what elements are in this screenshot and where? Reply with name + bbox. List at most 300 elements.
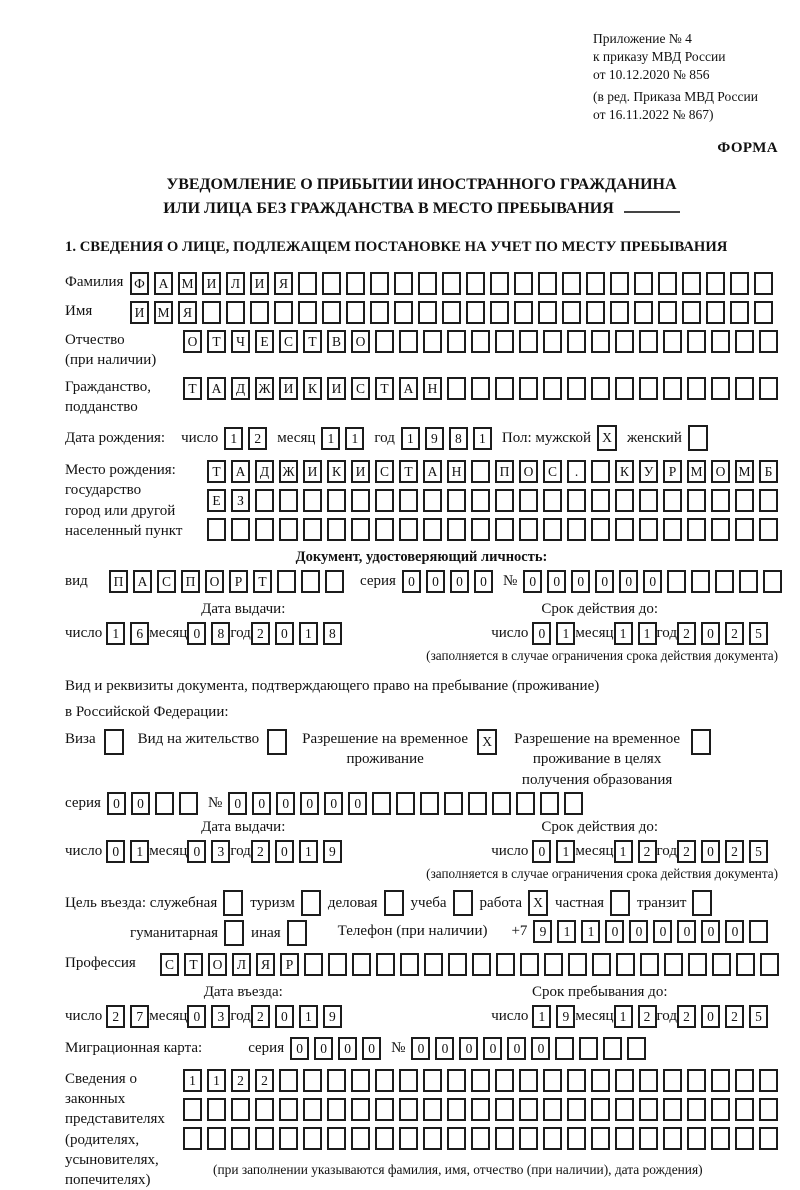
char-cell[interactable]: [730, 272, 749, 295]
char-cell[interactable]: [104, 729, 124, 755]
char-cell[interactable]: [591, 1069, 610, 1092]
char-cell[interactable]: 0: [107, 792, 126, 815]
char-cell[interactable]: [519, 1098, 538, 1121]
char-cell[interactable]: 0: [187, 622, 206, 645]
char-cell[interactable]: 9: [323, 1005, 342, 1028]
char-cell[interactable]: 2: [677, 840, 696, 863]
char-cell[interactable]: 0: [290, 1037, 309, 1060]
char-cell[interactable]: [495, 1069, 514, 1092]
char-cell[interactable]: [453, 890, 473, 916]
char-cell[interactable]: [468, 792, 487, 815]
char-cell[interactable]: [325, 570, 344, 593]
char-cell[interactable]: М: [687, 460, 706, 483]
char-cell[interactable]: 3: [211, 1005, 230, 1028]
char-cell[interactable]: [250, 301, 269, 324]
char-cell[interactable]: М: [735, 460, 754, 483]
char-cell[interactable]: [711, 330, 730, 353]
char-cell[interactable]: [658, 301, 677, 324]
char-cell[interactable]: [759, 489, 778, 512]
char-cell[interactable]: [447, 518, 466, 541]
char-cell[interactable]: [375, 1069, 394, 1092]
char-cell[interactable]: [759, 330, 778, 353]
char-cell[interactable]: 0: [324, 792, 343, 815]
char-cell[interactable]: [711, 377, 730, 400]
char-cell[interactable]: [760, 953, 779, 976]
char-cell[interactable]: Т: [303, 330, 322, 353]
char-cell[interactable]: [352, 953, 371, 976]
char-cell[interactable]: А: [207, 377, 226, 400]
char-cell[interactable]: [255, 1098, 274, 1121]
char-cell[interactable]: Я: [256, 953, 275, 976]
char-cell[interactable]: 1: [299, 1005, 318, 1028]
char-cell[interactable]: [711, 1098, 730, 1121]
char-cell[interactable]: 1: [581, 920, 600, 943]
char-cell[interactable]: [183, 1127, 202, 1150]
char-cell[interactable]: 9: [533, 920, 552, 943]
char-cell[interactable]: [591, 489, 610, 512]
char-cell[interactable]: 0: [187, 1005, 206, 1028]
char-cell[interactable]: О: [351, 330, 370, 353]
char-cell[interactable]: 1: [614, 622, 633, 645]
char-cell[interactable]: [634, 272, 653, 295]
char-cell[interactable]: Е: [255, 330, 274, 353]
char-cell[interactable]: П: [495, 460, 514, 483]
char-cell[interactable]: [567, 489, 586, 512]
char-cell[interactable]: [274, 301, 293, 324]
char-cell[interactable]: [418, 301, 437, 324]
char-cell[interactable]: [543, 518, 562, 541]
char-cell[interactable]: [351, 1098, 370, 1121]
char-cell[interactable]: 1: [207, 1069, 226, 1092]
char-cell[interactable]: Ж: [279, 460, 298, 483]
char-cell[interactable]: [735, 1098, 754, 1121]
char-cell[interactable]: 0: [348, 792, 367, 815]
char-cell[interactable]: [639, 1069, 658, 1092]
char-cell[interactable]: [739, 570, 758, 593]
char-cell[interactable]: [763, 570, 782, 593]
char-cell[interactable]: [322, 272, 341, 295]
char-cell[interactable]: [663, 1127, 682, 1150]
char-cell[interactable]: [471, 377, 490, 400]
char-cell[interactable]: [712, 953, 731, 976]
char-cell[interactable]: 2: [725, 622, 744, 645]
char-cell[interactable]: 2: [251, 1005, 270, 1028]
char-cell[interactable]: [706, 272, 725, 295]
char-cell[interactable]: [447, 1127, 466, 1150]
char-cell[interactable]: [303, 1127, 322, 1150]
char-cell[interactable]: 0: [435, 1037, 454, 1060]
char-cell[interactable]: [540, 792, 559, 815]
char-cell[interactable]: [447, 1098, 466, 1121]
char-cell[interactable]: 1: [532, 1005, 551, 1028]
char-cell[interactable]: С: [279, 330, 298, 353]
char-cell[interactable]: X: [597, 425, 617, 451]
char-cell[interactable]: [691, 729, 711, 755]
char-cell[interactable]: [423, 1069, 442, 1092]
char-cell[interactable]: [591, 1127, 610, 1150]
char-cell[interactable]: [735, 489, 754, 512]
char-cell[interactable]: [567, 377, 586, 400]
char-cell[interactable]: [711, 1127, 730, 1150]
char-cell[interactable]: [543, 1098, 562, 1121]
char-cell[interactable]: [495, 518, 514, 541]
char-cell[interactable]: [730, 301, 749, 324]
char-cell[interactable]: [183, 1098, 202, 1121]
char-cell[interactable]: И: [202, 272, 221, 295]
char-cell[interactable]: 0: [595, 570, 614, 593]
char-cell[interactable]: [255, 1127, 274, 1150]
char-cell[interactable]: А: [423, 460, 442, 483]
char-cell[interactable]: [466, 301, 485, 324]
char-cell[interactable]: [663, 518, 682, 541]
char-cell[interactable]: 2: [677, 1005, 696, 1028]
char-cell[interactable]: Р: [663, 460, 682, 483]
char-cell[interactable]: [639, 330, 658, 353]
char-cell[interactable]: [277, 570, 296, 593]
char-cell[interactable]: [759, 1069, 778, 1092]
char-cell[interactable]: Т: [183, 377, 202, 400]
char-cell[interactable]: [688, 425, 708, 451]
char-cell[interactable]: 1: [321, 427, 340, 450]
char-cell[interactable]: [615, 1069, 634, 1092]
char-cell[interactable]: 0: [701, 920, 720, 943]
char-cell[interactable]: К: [615, 460, 634, 483]
char-cell[interactable]: 0: [474, 570, 493, 593]
char-cell[interactable]: 1: [614, 1005, 633, 1028]
char-cell[interactable]: [759, 518, 778, 541]
char-cell[interactable]: [399, 518, 418, 541]
char-cell[interactable]: 8: [323, 622, 342, 645]
char-cell[interactable]: [322, 301, 341, 324]
char-cell[interactable]: [639, 489, 658, 512]
char-cell[interactable]: [351, 1069, 370, 1092]
char-cell[interactable]: [639, 1098, 658, 1121]
char-cell[interactable]: [591, 460, 610, 483]
char-cell[interactable]: [615, 1098, 634, 1121]
char-cell[interactable]: [495, 1127, 514, 1150]
char-cell[interactable]: 0: [450, 570, 469, 593]
char-cell[interactable]: [610, 301, 629, 324]
char-cell[interactable]: [471, 460, 490, 483]
char-cell[interactable]: 0: [701, 622, 720, 645]
char-cell[interactable]: X: [477, 729, 497, 755]
char-cell[interactable]: [519, 518, 538, 541]
char-cell[interactable]: 0: [629, 920, 648, 943]
char-cell[interactable]: [490, 301, 509, 324]
char-cell[interactable]: [615, 330, 634, 353]
char-cell[interactable]: [279, 518, 298, 541]
char-cell[interactable]: [663, 489, 682, 512]
char-cell[interactable]: И: [303, 460, 322, 483]
char-cell[interactable]: Я: [274, 272, 293, 295]
char-cell[interactable]: П: [109, 570, 128, 593]
char-cell[interactable]: С: [351, 377, 370, 400]
char-cell[interactable]: [442, 301, 461, 324]
char-cell[interactable]: О: [183, 330, 202, 353]
char-cell[interactable]: 0: [531, 1037, 550, 1060]
char-cell[interactable]: 0: [653, 920, 672, 943]
char-cell[interactable]: 0: [252, 792, 271, 815]
char-cell[interactable]: [519, 377, 538, 400]
char-cell[interactable]: 1: [106, 622, 125, 645]
char-cell[interactable]: Д: [231, 377, 250, 400]
char-cell[interactable]: Т: [399, 460, 418, 483]
char-cell[interactable]: К: [303, 377, 322, 400]
char-cell[interactable]: [615, 1127, 634, 1150]
char-cell[interactable]: [711, 1069, 730, 1092]
char-cell[interactable]: [471, 1069, 490, 1092]
char-cell[interactable]: [603, 1037, 622, 1060]
char-cell[interactable]: Д: [255, 460, 274, 483]
char-cell[interactable]: [231, 1127, 250, 1150]
char-cell[interactable]: 0: [276, 792, 295, 815]
char-cell[interactable]: 0: [459, 1037, 478, 1060]
char-cell[interactable]: [472, 953, 491, 976]
char-cell[interactable]: [759, 1098, 778, 1121]
char-cell[interactable]: [543, 377, 562, 400]
char-cell[interactable]: [287, 920, 307, 946]
char-cell[interactable]: [519, 330, 538, 353]
char-cell[interactable]: [301, 570, 320, 593]
char-cell[interactable]: [610, 272, 629, 295]
char-cell[interactable]: [418, 272, 437, 295]
char-cell[interactable]: О: [519, 460, 538, 483]
char-cell[interactable]: 2: [106, 1005, 125, 1028]
char-cell[interactable]: [687, 1069, 706, 1092]
char-cell[interactable]: 0: [605, 920, 624, 943]
char-cell[interactable]: [303, 1069, 322, 1092]
char-cell[interactable]: [586, 272, 605, 295]
char-cell[interactable]: [492, 792, 511, 815]
char-cell[interactable]: [627, 1037, 646, 1060]
char-cell[interactable]: Ф: [130, 272, 149, 295]
char-cell[interactable]: 0: [523, 570, 542, 593]
char-cell[interactable]: П: [181, 570, 200, 593]
char-cell[interactable]: 1: [345, 427, 364, 450]
char-cell[interactable]: [231, 1098, 250, 1121]
char-cell[interactable]: [255, 489, 274, 512]
char-cell[interactable]: [490, 272, 509, 295]
char-cell[interactable]: И: [130, 301, 149, 324]
char-cell[interactable]: [692, 890, 712, 916]
char-cell[interactable]: [223, 890, 243, 916]
char-cell[interactable]: [706, 301, 725, 324]
char-cell[interactable]: [375, 489, 394, 512]
char-cell[interactable]: [375, 330, 394, 353]
char-cell[interactable]: .: [567, 460, 586, 483]
char-cell[interactable]: [519, 1127, 538, 1150]
char-cell[interactable]: [496, 953, 515, 976]
char-cell[interactable]: А: [399, 377, 418, 400]
char-cell[interactable]: Н: [423, 377, 442, 400]
char-cell[interactable]: [224, 920, 244, 946]
char-cell[interactable]: [327, 1098, 346, 1121]
char-cell[interactable]: [591, 377, 610, 400]
char-cell[interactable]: [423, 518, 442, 541]
char-cell[interactable]: У: [639, 460, 658, 483]
char-cell[interactable]: [759, 1127, 778, 1150]
char-cell[interactable]: [687, 330, 706, 353]
char-cell[interactable]: Б: [759, 460, 778, 483]
char-cell[interactable]: 1: [299, 840, 318, 863]
char-cell[interactable]: [543, 489, 562, 512]
char-cell[interactable]: 8: [449, 427, 468, 450]
char-cell[interactable]: [567, 1127, 586, 1150]
char-cell[interactable]: Т: [184, 953, 203, 976]
char-cell[interactable]: [423, 489, 442, 512]
char-cell[interactable]: М: [154, 301, 173, 324]
char-cell[interactable]: [516, 792, 535, 815]
char-cell[interactable]: [420, 792, 439, 815]
char-cell[interactable]: [399, 1098, 418, 1121]
char-cell[interactable]: Р: [229, 570, 248, 593]
char-cell[interactable]: [543, 1127, 562, 1150]
char-cell[interactable]: [327, 518, 346, 541]
char-cell[interactable]: [303, 518, 322, 541]
char-cell[interactable]: 5: [749, 1005, 768, 1028]
char-cell[interactable]: [423, 1127, 442, 1150]
char-cell[interactable]: 1: [557, 920, 576, 943]
char-cell[interactable]: [327, 489, 346, 512]
char-cell[interactable]: [682, 272, 701, 295]
char-cell[interactable]: [448, 953, 467, 976]
char-cell[interactable]: [267, 729, 287, 755]
char-cell[interactable]: 2: [725, 1005, 744, 1028]
char-cell[interactable]: 5: [749, 840, 768, 863]
char-cell[interactable]: [394, 272, 413, 295]
char-cell[interactable]: [687, 489, 706, 512]
char-cell[interactable]: [543, 1069, 562, 1092]
char-cell[interactable]: [544, 953, 563, 976]
char-cell[interactable]: 2: [725, 840, 744, 863]
char-cell[interactable]: [442, 272, 461, 295]
char-cell[interactable]: [667, 570, 686, 593]
char-cell[interactable]: [327, 1069, 346, 1092]
char-cell[interactable]: [466, 272, 485, 295]
char-cell[interactable]: [471, 330, 490, 353]
char-cell[interactable]: 1: [614, 840, 633, 863]
char-cell[interactable]: [639, 377, 658, 400]
char-cell[interactable]: [372, 792, 391, 815]
char-cell[interactable]: 0: [338, 1037, 357, 1060]
char-cell[interactable]: 2: [677, 622, 696, 645]
char-cell[interactable]: [640, 953, 659, 976]
char-cell[interactable]: [424, 953, 443, 976]
char-cell[interactable]: Ч: [231, 330, 250, 353]
char-cell[interactable]: И: [327, 377, 346, 400]
char-cell[interactable]: [231, 518, 250, 541]
char-cell[interactable]: 1: [299, 622, 318, 645]
char-cell[interactable]: [615, 377, 634, 400]
char-cell[interactable]: [562, 301, 581, 324]
char-cell[interactable]: [495, 330, 514, 353]
char-cell[interactable]: 2: [251, 622, 270, 645]
char-cell[interactable]: [384, 890, 404, 916]
char-cell[interactable]: [663, 377, 682, 400]
char-cell[interactable]: [615, 489, 634, 512]
char-cell[interactable]: 0: [275, 1005, 294, 1028]
char-cell[interactable]: [687, 1127, 706, 1150]
char-cell[interactable]: [396, 792, 415, 815]
char-cell[interactable]: 3: [211, 840, 230, 863]
char-cell[interactable]: 9: [425, 427, 444, 450]
char-cell[interactable]: [538, 301, 557, 324]
char-cell[interactable]: И: [351, 460, 370, 483]
char-cell[interactable]: [591, 330, 610, 353]
char-cell[interactable]: 0: [131, 792, 150, 815]
char-cell[interactable]: [207, 1098, 226, 1121]
char-cell[interactable]: [179, 792, 198, 815]
char-cell[interactable]: [375, 1127, 394, 1150]
char-cell[interactable]: [444, 792, 463, 815]
char-cell[interactable]: [664, 953, 683, 976]
char-cell[interactable]: 1: [183, 1069, 202, 1092]
char-cell[interactable]: [749, 920, 768, 943]
char-cell[interactable]: [514, 272, 533, 295]
char-cell[interactable]: 0: [571, 570, 590, 593]
char-cell[interactable]: 9: [556, 1005, 575, 1028]
char-cell[interactable]: [471, 518, 490, 541]
char-cell[interactable]: О: [205, 570, 224, 593]
char-cell[interactable]: [663, 1069, 682, 1092]
char-cell[interactable]: [687, 377, 706, 400]
char-cell[interactable]: [298, 301, 317, 324]
char-cell[interactable]: 1: [130, 840, 149, 863]
char-cell[interactable]: 1: [556, 622, 575, 645]
char-cell[interactable]: Л: [226, 272, 245, 295]
char-cell[interactable]: [519, 1069, 538, 1092]
char-cell[interactable]: 0: [643, 570, 662, 593]
char-cell[interactable]: 2: [251, 840, 270, 863]
char-cell[interactable]: С: [160, 953, 179, 976]
char-cell[interactable]: 0: [701, 840, 720, 863]
char-cell[interactable]: [298, 272, 317, 295]
char-cell[interactable]: [400, 953, 419, 976]
char-cell[interactable]: [495, 489, 514, 512]
char-cell[interactable]: [226, 301, 245, 324]
char-cell[interactable]: 0: [228, 792, 247, 815]
char-cell[interactable]: [520, 953, 539, 976]
char-cell[interactable]: [754, 301, 773, 324]
char-cell[interactable]: X: [528, 890, 548, 916]
char-cell[interactable]: 0: [411, 1037, 430, 1060]
char-cell[interactable]: 0: [426, 570, 445, 593]
char-cell[interactable]: 0: [532, 840, 551, 863]
char-cell[interactable]: [519, 489, 538, 512]
char-cell[interactable]: [447, 330, 466, 353]
char-cell[interactable]: [447, 489, 466, 512]
char-cell[interactable]: 0: [619, 570, 638, 593]
char-cell[interactable]: С: [543, 460, 562, 483]
char-cell[interactable]: [301, 890, 321, 916]
char-cell[interactable]: [207, 518, 226, 541]
char-cell[interactable]: [279, 1098, 298, 1121]
char-cell[interactable]: [567, 1069, 586, 1092]
char-cell[interactable]: [555, 1037, 574, 1060]
char-cell[interactable]: [634, 301, 653, 324]
char-cell[interactable]: 6: [130, 622, 149, 645]
char-cell[interactable]: [616, 953, 635, 976]
char-cell[interactable]: [715, 570, 734, 593]
char-cell[interactable]: О: [208, 953, 227, 976]
char-cell[interactable]: 0: [314, 1037, 333, 1060]
char-cell[interactable]: [639, 1127, 658, 1150]
char-cell[interactable]: Т: [207, 330, 226, 353]
char-cell[interactable]: [591, 1098, 610, 1121]
char-cell[interactable]: 7: [130, 1005, 149, 1028]
char-cell[interactable]: [663, 1098, 682, 1121]
char-cell[interactable]: [279, 1069, 298, 1092]
